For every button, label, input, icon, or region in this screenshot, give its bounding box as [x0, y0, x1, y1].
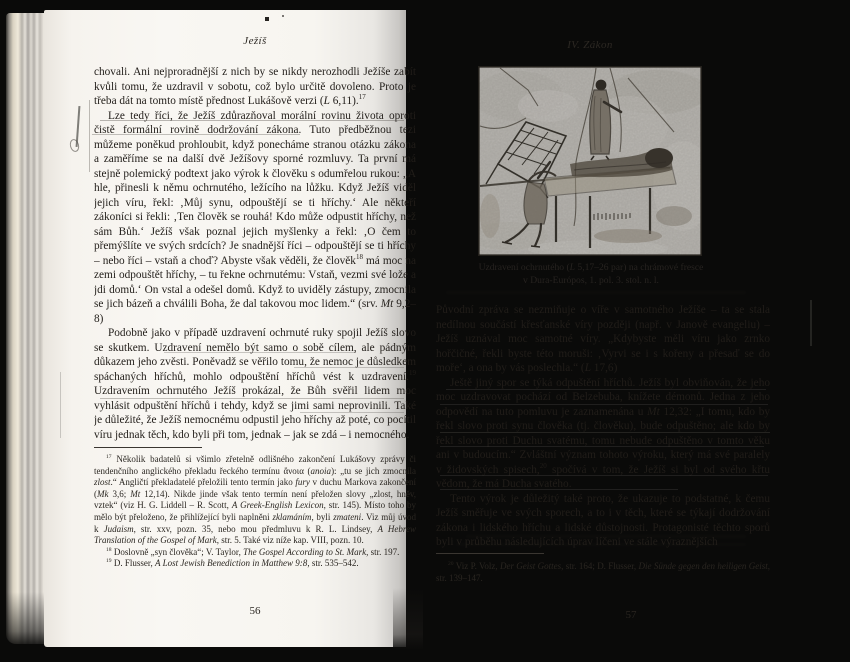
- gutter-shadow: [393, 588, 423, 650]
- figure-caption-line2: v Dura-Európos, 1. pol. 3. stol. n. l.: [523, 275, 659, 286]
- paragraph: Tento výrok je důležitý také proto, že ukazuje to podstatné, k čemu Ježíš směřuje ve svých sporech, a to i v těch, které se týkají dodržování zákona i lidského hříchu a lidské důstojnosti. Protagonisté těchto sporů byli v průběhu následujících úprav líčeni ve stále výraznějších: [436, 492, 770, 548]
- page-number-right: 57: [625, 609, 637, 621]
- page-edge-stack: [6, 13, 44, 644]
- page-left: [44, 10, 417, 647]
- footnote-separator: [436, 553, 544, 554]
- pencil-mark: [69, 138, 81, 153]
- pencil-underline: [300, 412, 404, 413]
- pencil-underline: [440, 404, 768, 405]
- bleedthrough-text: [466, 535, 746, 538]
- page-number-left: 56: [249, 605, 261, 617]
- pencil-underline: [440, 446, 764, 447]
- figure-caption-line1: Uzdravení ochrnutého (L 5,17–26 par) na chrámové fresce: [478, 262, 704, 273]
- paragraph: Podobně jako v případě uzdravení ochrnuté ruky spojil Ježíš slovo se skutkem. Uzdravení nemělo být samo o sobě cílem, ale pádným důkazem jeho zvěsti. Poněvadž se věřilo tomu, že nemoc je důsledkem spáchaných hříchů, mohlo odpouštění hříchů vést k uzdravení.$^{19}$ Uzdravením ochrnutého Ježíš prokázal, že Bůh svěřil lidem moc vyhlásit odpuštění hříchů i tehdy, když se jimi sami neprovinili. Také je důležité, že Ježíš nemocnému odpustil jeho hříchy až poté, co pocítil víru jednak těch, kdo byli při tom, jednak – jak se zdá – i nemocného.: [94, 327, 416, 441]
- footnote: $^{19}$ D. Flusser, A Lost Jewish Benediction in Matthew 9:8, str. 535–542.: [106, 558, 359, 569]
- pencil-underline: [92, 134, 300, 135]
- pencil-mark: [89, 100, 90, 172]
- pencil-underline: [440, 475, 768, 476]
- right-body-text: [436, 303, 770, 555]
- pencil-underline: [446, 389, 766, 390]
- running-header-right: IV. Zákon: [567, 39, 613, 51]
- paragraph: Ještě jiný spor se týká odpuštění hříchů. Ježíš byl obviňován, že jeho moc uzdravovat pochází od Belzebuba, knížete démonů. Jedna z jeho odpovědí na tuto pomluvu je zaznamenána u Mt 12,32: „I tomu, kdo by řekl slovo proti synu člověka (tj. člověku), bude odpuštěno; ale kdo by řekl slovo proti Duchu svatému, tomu nebude odpuštěno v tomto věku ani v budoucím.“ Zvláštní význam tohoto výroku, který má své paralely v židovských spisech,$^{20}$ spočívá v tom, že Ježíš si byl od svého křtu vědom, že má Ducha svatého.: [436, 376, 770, 490]
- footnote: $^{17}$ Několik badatelů si všimlo zřetelně odlišného zakončení Lukášovy zprávy či tendenčního anglického překladu řeckého termínu ἄνοια (anoia): „tu se jich zmocnila zlost.“ Angličtí překladatelé přeložili tento termín jako fury v duchu Markova zakončení (Mk 3,6; Mt 12,14). Nikde jinde však tento termín není přeložen slovy „zlost, hněv, vztek“ (viz H. G. Liddell – R. Scott, A Greek-English Lexicon, str. 145). Místo toho by mělo být přeloženo, že přihlížející byli naplněni zklamáním, byli zmateni. Viz můj úvod k Judaism, str. xxv, pozn. 35, nebo mou předmluvu k R. L. Lindsey, A Hebrew Translation of the Gospel of Mark, str. 5. Také viz níže kap. VIII, pozn. 10.: [94, 454, 417, 546]
- ink-speck: [282, 15, 284, 17]
- pencil-underline: [294, 367, 404, 368]
- left-body-text: [94, 65, 416, 446]
- page-right: [406, 11, 836, 651]
- pencil-mark: [810, 300, 812, 346]
- fresco-image: [478, 66, 702, 256]
- pencil-underline: [164, 352, 356, 353]
- paragraph: Původní zpráva se nezmiňuje o víře v samotného Ježíše – ta se stala nedílnou součástí křesťanské víry později (např. v Janově evangeliu) – Ježíš uznával moc samotné víry. „Kdybyste měli víru jako zrnko hořčičné, řekli byste této moruši: ‚Vyrvi se i s kořeny a přesaď se do moře‘, a ona by vás poslechla.“ (L 17,6): [436, 304, 770, 374]
- left-footnotes: [94, 454, 416, 570]
- ink-speck: [265, 17, 269, 21]
- pencil-underline: [440, 432, 770, 433]
- bleedthrough-text: [446, 291, 746, 294]
- footnote: $^{20}$ Viz P. Volz, Der Geist Gottes, str. 164; D. Flusser, Die Sünde gegen den heiligen Geist, str. 139–147.: [436, 561, 770, 583]
- footnote-separator: [94, 447, 202, 448]
- paragraph: chovali. Ani nejproradnější z nich by se nikdy nerozhodli Ježíše zabít kvůli tomu, že uzdravil v sobotu, což bylo určitě dovoleno. Proto je třeba dát na tomto místě přednost Lukášově verzi (L 6,11).$^{17}$: [94, 66, 416, 107]
- pencil-underline: [100, 398, 404, 399]
- running-header-left: Ježíš: [243, 35, 267, 47]
- pencil-underline: [440, 489, 678, 490]
- pencil-underline: [100, 120, 404, 121]
- figure-caption: [426, 261, 756, 287]
- right-footnotes: [436, 561, 770, 584]
- paragraph: Lze tedy říci, že Ježíš zdůrazňoval morální rovinu života oproti čistě formální rovině dodržování zákona. Tuto předběžnou tezi můžeme poněkud prohloubit, když ponecháme stranou otázku zákona a zaměříme se na další dvě Ježíšovy sporné rozmluvy. Ta první má stejně polemický podtext jako výrok k člověku s odumřelou rukou: „A hle, přinesli k němu ochrnutého, ležícího na lůžku. Když Ježíš viděl jejich víru, řekl: ‚Můj synu, odpouštějí se ti hříchy.‘ Ale někteří zákoníci si řekli: ‚Ten člověk se rouhá! Kdo může odpustit hříchy, než sám Bůh.‘ Ježíš však poznal jejich myšlenky a řekl: ‚O čem to přemýšlíte ve svých srdcích? Je snadnější říci – odpouštějí se ti hříchy – nebo říci – vstaň a choď? Abyste však věděli, že člověk$^{18}$ má moc na zemi odpouštět hříchy, – tu řekne ochrnutému: Vstaň, vezmi své lože a jdi domů.‘ On vstal a odešel domů. Když to uviděly zástupy, zmocnila se jich bázeň a chválili Boha, že dal takovou moc lidem.“ (srv. Mt 9,2–8): [94, 109, 416, 325]
- pencil-mark: [60, 372, 61, 438]
- footnote: $^{18}$ Doslovně „syn člověka“; V. Taylor, The Gospel According to St. Mark, str. 197.: [106, 546, 400, 557]
- bleedthrough-text: [456, 543, 746, 546]
